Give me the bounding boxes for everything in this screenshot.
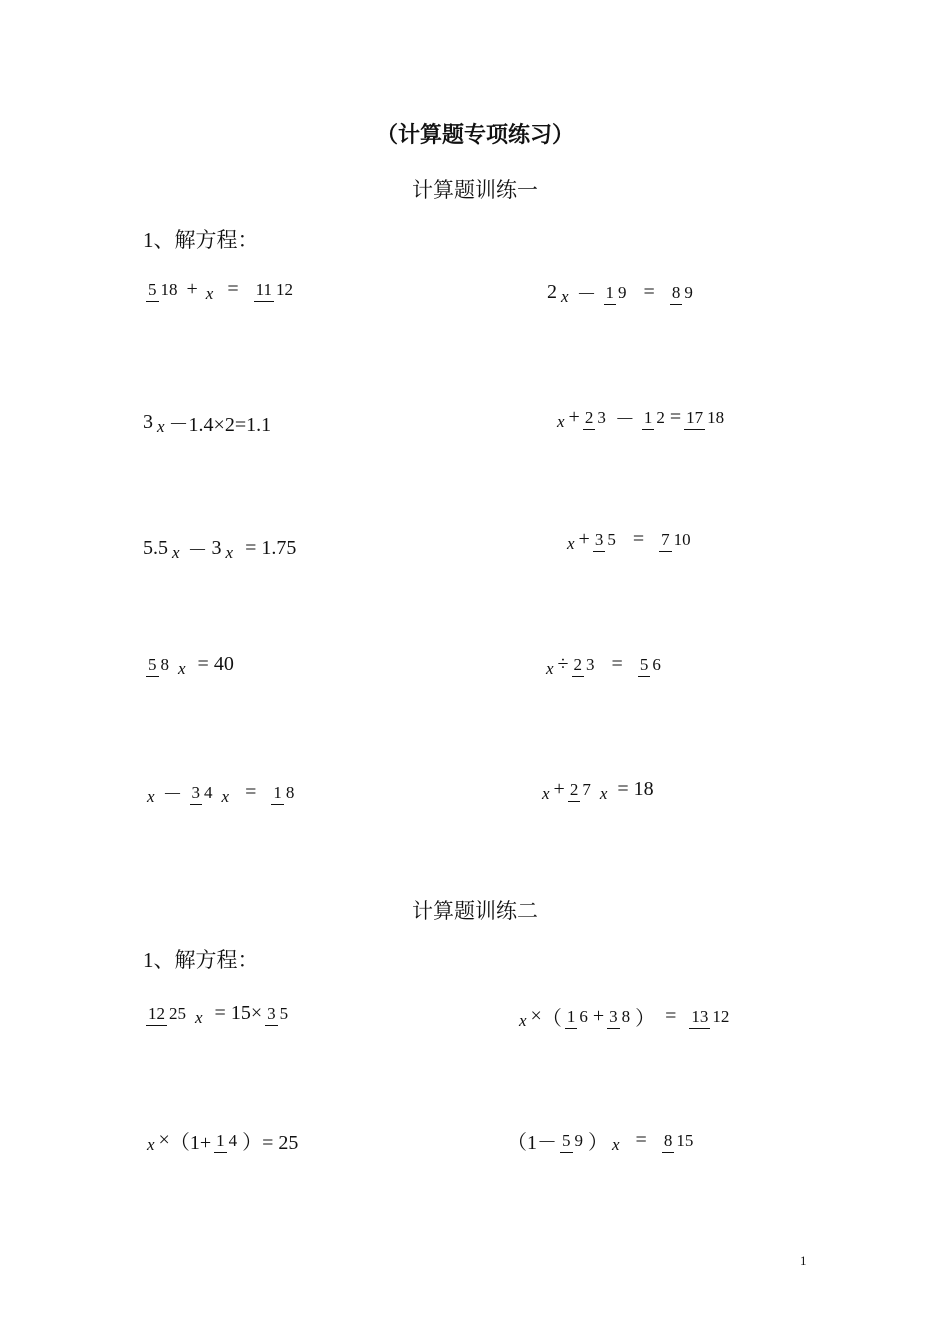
variable-x: x	[612, 1134, 620, 1154]
fraction: 8 15	[662, 1132, 696, 1150]
fraction: 1 2	[642, 409, 667, 427]
variable-x: x	[542, 783, 550, 803]
variable-x: x	[157, 416, 165, 436]
page-title: （计算题专项练习）	[375, 122, 574, 147]
fraction: 5 6	[638, 656, 663, 674]
section2-heading: 1、解方程：	[143, 948, 259, 972]
fraction: 2 3	[572, 656, 597, 674]
equation-5: 5.5 x － 3 x = 1.75	[143, 537, 297, 562]
equation-14: （1－ 5 9 ） x = 8 15	[507, 1129, 694, 1154]
fraction: 11 12	[254, 281, 295, 299]
fraction: 5 18	[146, 281, 180, 299]
variable-x: x	[599, 783, 608, 803]
fraction: 1 4	[214, 1132, 239, 1150]
variable-x: x	[178, 658, 186, 678]
fraction: 13 12	[689, 1008, 731, 1026]
variable-x: x	[567, 533, 575, 553]
equation-10: x + 2 7 x = 18	[542, 778, 654, 803]
fraction: 1 9	[604, 284, 629, 302]
equation-9: x － 3 4 x = 1 8	[147, 781, 295, 806]
equation-1: 5 18 + x = 11 12	[148, 278, 293, 303]
fraction: 3 4	[190, 784, 215, 802]
variable-x: x	[557, 411, 565, 431]
fraction: 3 8	[607, 1008, 632, 1026]
variable-x: x	[225, 542, 234, 562]
variable-x: x	[519, 1010, 527, 1030]
fraction: 3 5	[593, 531, 618, 549]
fraction: 2 7	[568, 781, 593, 799]
fraction: 8 9	[670, 284, 695, 302]
fraction: 1 8	[271, 784, 296, 802]
section1-title: 计算题训练一	[412, 178, 538, 202]
equation-8: x ÷ 2 3 = 5 6	[546, 653, 661, 678]
section2-title: 计算题训练二	[412, 899, 538, 923]
variable-x: x	[221, 786, 230, 806]
equation-12: x × （ 1 6 + 3 8 ） = 13 12	[519, 1005, 730, 1030]
variable-x: x	[147, 786, 155, 806]
variable-x: x	[205, 283, 214, 303]
variable-x: x	[147, 1134, 155, 1154]
equation-4: x + 2 3 － 1 2 = 17 18	[557, 406, 725, 431]
equation-3: 3 x －1.4×2=1.1	[143, 411, 272, 436]
variable-x: x	[546, 658, 554, 678]
equation-11: 12 25 x = 15× 3 5	[148, 1002, 289, 1027]
variable-x: x	[172, 542, 180, 562]
fraction: 2 3	[583, 409, 608, 427]
fraction: 17 18	[684, 409, 726, 427]
equation-2: 2 x － 1 9 = 8 9	[547, 281, 693, 306]
fraction: 5 9	[560, 1132, 585, 1150]
fraction: 12 25	[146, 1005, 188, 1023]
equation-6: x + 3 5 = 7 10	[567, 528, 691, 553]
fraction: 5 8	[146, 656, 171, 674]
equation-13: x × （1+ 1 4 ）= 25	[147, 1129, 299, 1154]
variable-x: x	[561, 286, 569, 306]
fraction: 1 6	[565, 1008, 590, 1026]
fraction: 7 10	[659, 531, 693, 549]
page-number: 1	[800, 1253, 807, 1268]
section1-heading: 1、解方程：	[143, 228, 259, 252]
fraction: 3 5	[265, 1005, 290, 1023]
variable-x: x	[195, 1007, 203, 1027]
equation-7: 5 8 x = 40	[148, 653, 234, 678]
